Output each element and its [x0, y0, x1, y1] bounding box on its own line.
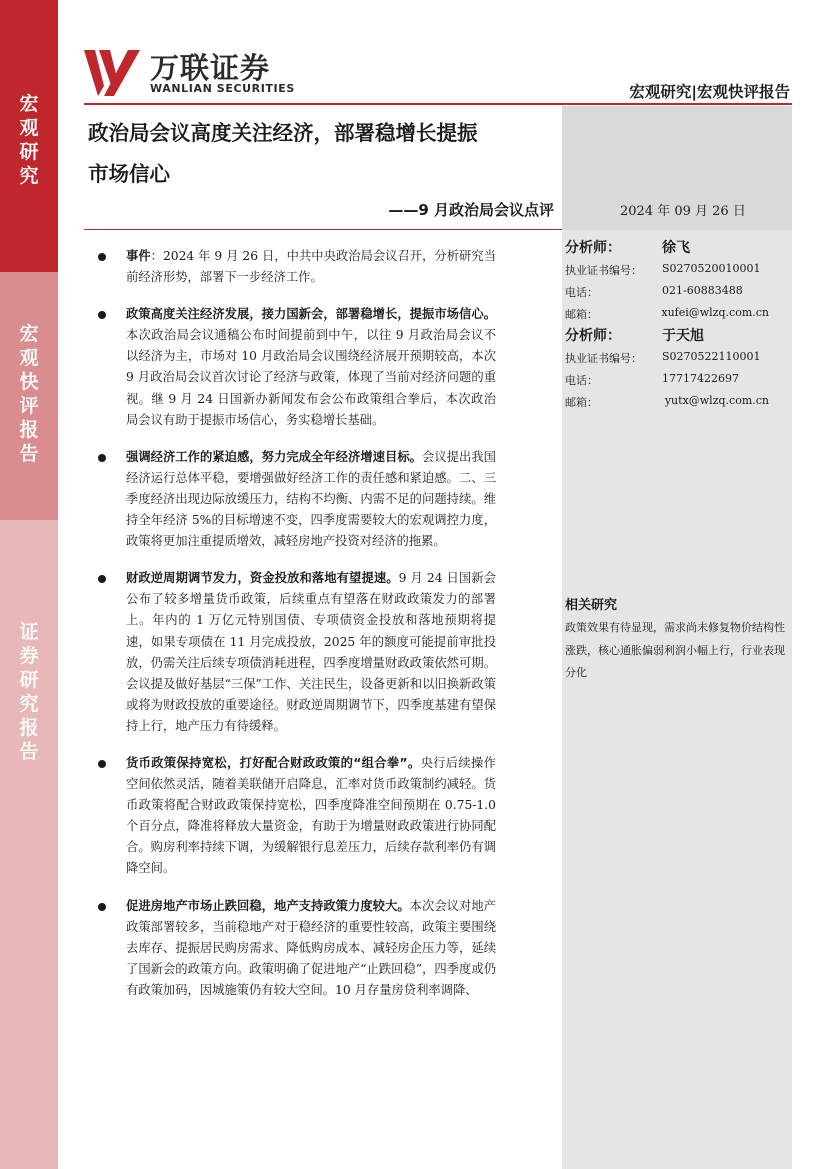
analyst-role: 分析师：	[565, 328, 621, 344]
wanlian-logo-icon	[84, 48, 142, 98]
email-link[interactable]: xufei@wlzq.com.cn	[661, 306, 769, 319]
analyst-1-cert	[565, 258, 787, 280]
cert-label: 执业证书编号：	[565, 352, 642, 365]
bullet-dot-icon	[98, 760, 106, 768]
header-divider	[84, 103, 792, 105]
bullet-item	[96, 753, 496, 880]
bullet-lead: 政策高度关注经济发展，接力国新会，部署稳增长，提振市场信心。	[126, 307, 496, 322]
bullet-dot-icon	[98, 575, 106, 583]
analyst-role: 分析师：	[565, 240, 621, 256]
logo-chinese-name: 万联证券	[150, 51, 271, 85]
bullet-item	[96, 568, 496, 737]
phone-label: 电话：	[565, 286, 598, 299]
side-band	[0, 0, 58, 1169]
bullet-lead: 强调经济工作的紧迫感，努力完成全年经济增速目标。	[126, 449, 423, 464]
related-text[interactable]: 政策效果有待显现，需求尚未修复物价结构性涨跌，核心通胀偏弱利润小幅上行，行业表现分化	[565, 621, 785, 679]
title-line-2: 市场信心	[88, 162, 170, 186]
bullet-text: 央行后续操作空间依然灵活，随着美联储开启降息，汇率对货币政策制约减轻。货币政策将配合财政政策保持宽松，四季度降准空间预期在 0.75-1.0 个百分点，降准将释放大量资金，有助于为增量财政政策进行协同配合。购房利率持续下调，为缓解银行息差压力，后续存款利率仍有调降空间。	[126, 755, 496, 876]
email-label: 邮箱：	[565, 396, 598, 409]
title-line-1: 政治局会议高度关注经济，部署稳增长提振	[88, 121, 478, 145]
side-label-securities-report: 证 券 研 究 报 告	[19, 621, 39, 763]
bullet-text: 本次会议对地产政策部署较多，当前稳地产对于稳经济的重要性较高，政策主要围绕去库存、提振居民购房需求、降低购房成本、减轻房企压力等，延续了国新会的政策方向。政策明确了促进地产“止跌回稳”，四季度或仍有政策加码，因城施策仍有较大空间。10 月存量房贷利率调降、	[126, 898, 496, 997]
bullet-dot-icon	[98, 311, 106, 319]
bullet-dot-icon	[98, 253, 106, 261]
bullet-text: 本次政治局会议通稿公布时间提前到中午，以往 9 月政治局会议不以经济为主，市场对 10 月政治局会议围绕经济展开预期较高，本次 9 月政治局会议首次讨论了经济与政策，体现了当前对经济问题的重视。继 9 月 24 日国新办新闻发布会公布政策组合拳后，本次政治局会议有助于提振市场信心，务实稳增长基础。	[126, 328, 496, 427]
bullet-text: 会议提出我国经济运行总体平稳，要增强做好经济工作的责任感和紧迫感。二、三季度经济出现边际放缓压力，结构不均衡、内需不足的问题持续。维持全年经济 5%的目标增速不变，四季度需要较大的宏观调控力度，政策将更加注重提质增效，减轻房地产投资对经济的拖累。	[126, 449, 496, 549]
report-category: 宏观研究|宏观快评报告	[629, 83, 790, 101]
analyst-name: 于天旭	[662, 328, 704, 344]
bullet-dot-icon	[98, 903, 106, 911]
related-heading: 相关研究	[565, 598, 618, 613]
bullet-lead: 促进房地产市场止跌回稳，地产支持政策力度较大。	[126, 898, 410, 913]
bullet-dot-icon	[98, 454, 106, 462]
bullet-lead: 货币政策保持宽松，打好配合财政政策的“组合拳”。	[126, 755, 421, 770]
phone-value: 17717422697	[662, 372, 739, 385]
phone-label: 电话：	[565, 374, 598, 387]
side-band-bottom	[0, 520, 58, 1169]
analyst-2-phone	[565, 368, 787, 390]
page-subtitle: ——9 月政治局会议点评	[388, 201, 554, 219]
bullet-lead: 事件	[126, 249, 151, 263]
bullet-item	[96, 246, 496, 288]
title-divider	[84, 229, 562, 230]
bullet-item	[96, 896, 496, 1001]
phone-value: 021-60883488	[662, 284, 743, 297]
cert-value: S0270520010001	[662, 262, 761, 275]
page-title	[88, 113, 558, 195]
analyst-2-cert	[565, 346, 787, 368]
bullet-lead: 财政逆周期调节发力，资金投放和落地有望提速。	[126, 571, 399, 586]
bullet-item	[96, 304, 496, 431]
analyst-2-header	[565, 324, 787, 346]
analyst-2-email	[565, 390, 787, 412]
bullet-text: 9 月 24 日国新会公布了较多增量货币政策，后续重点有望落在财政政策发力的部署上。年内的 1 万亿元特别国债、专项债资金投放和落地预期将提速，如果专项债在 11 月完成投放，2025 年的额度可能提前审批投放，仍需关注后续专项债消耗进程，四季度增量财政政策依然可期。会议提及做好基层“三保”工作、关注民生，设备更新和以旧换新政策或将为财政投放的重要途径。财政逆周期调节下，四季度基建有望保持上行，地产压力有待缓释。	[126, 571, 496, 733]
related-research	[565, 594, 787, 685]
analyst-1-phone	[565, 280, 787, 302]
analyst-name: 徐飞	[662, 240, 690, 256]
side-label-macro-quick-review: 宏 观 快 评 报 告	[19, 323, 39, 465]
analyst-1-email	[565, 302, 787, 324]
bullet-item	[96, 447, 496, 552]
email-label: 邮箱：	[565, 308, 598, 321]
report-date: 2024 年 09 月 26 日	[620, 204, 746, 219]
analyst-1-header	[565, 236, 787, 258]
report-body	[96, 246, 496, 1017]
bullet-text: ：2024 年 9 月 26 日，中共中央政治局会议召开，分析研究当前经济形势，部署下一步经济工作。	[126, 249, 496, 285]
side-label-macro-research: 宏 观 研 究	[19, 93, 39, 187]
cert-value: S0270522110001	[662, 350, 761, 363]
logo-english-name: WANLIAN SECURITIES	[150, 82, 295, 95]
company-logo	[84, 44, 314, 100]
cert-label: 执业证书编号：	[565, 264, 642, 277]
analyst-info	[565, 236, 787, 412]
email-link[interactable]: yutx@wlzq.com.cn	[664, 394, 769, 407]
